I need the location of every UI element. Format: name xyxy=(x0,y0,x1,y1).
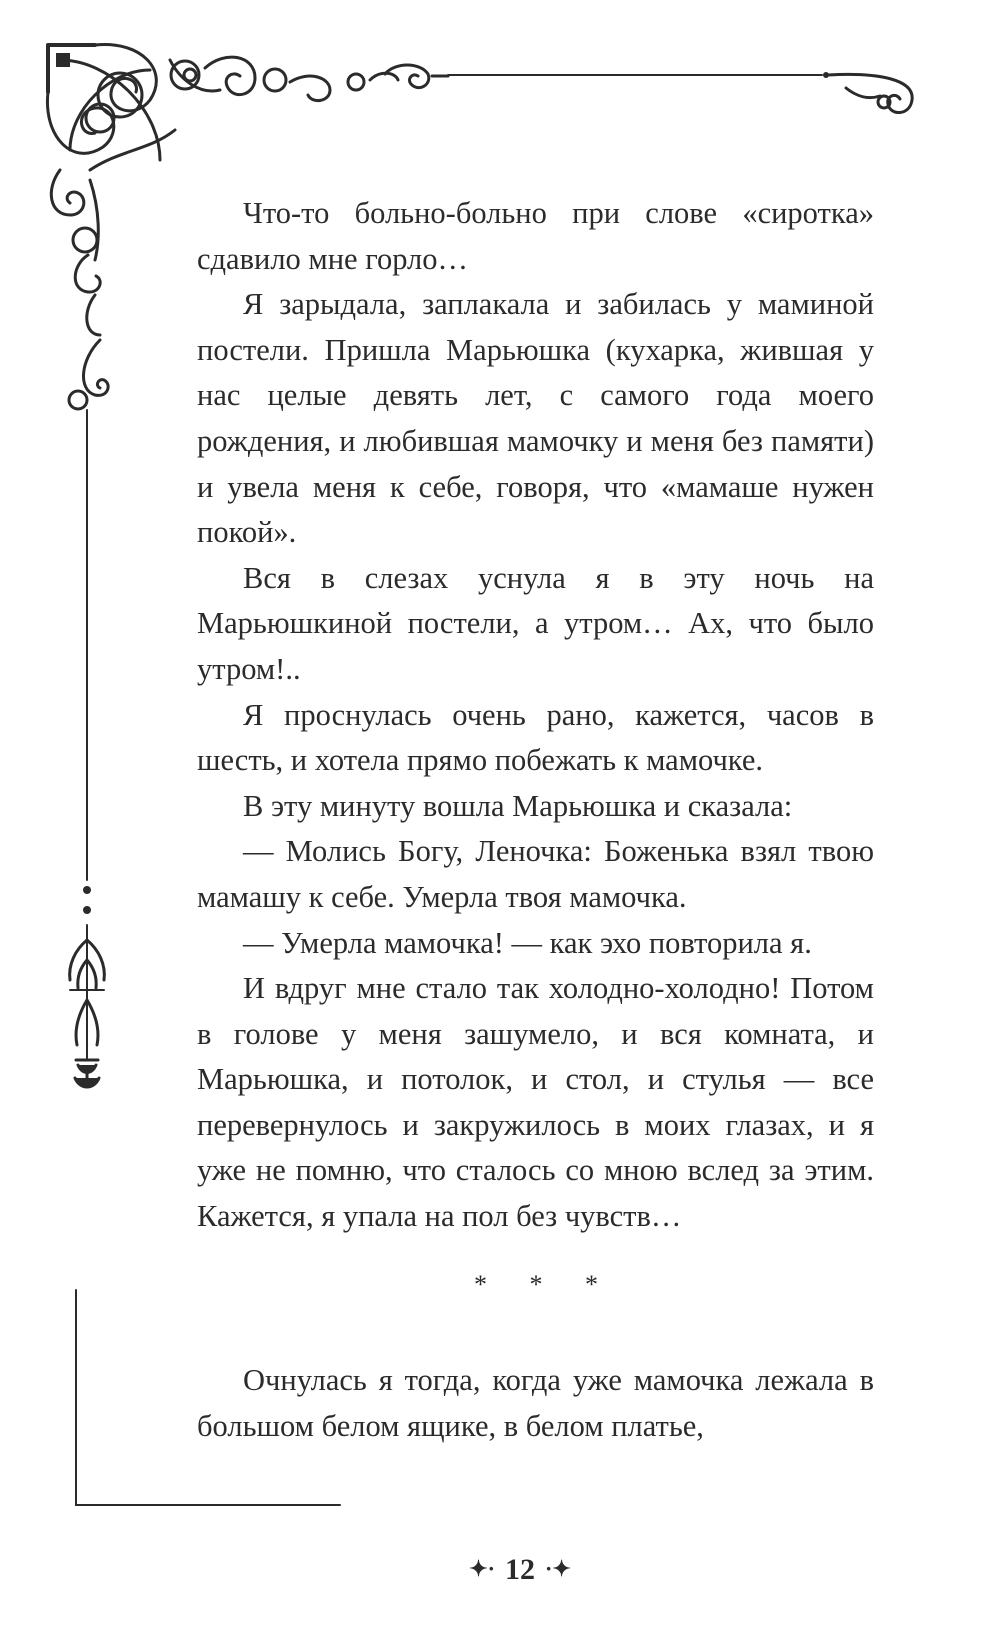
paragraph: Очнулась я тогда, когда уже мамочка лежала в большом белом ящике, в белом платье, xyxy=(197,1363,874,1443)
paragraph: В эту минуту вошла Марьюшка и сказала: xyxy=(243,788,793,823)
fleuron-right-icon: ·✦ xyxy=(545,1556,571,1581)
fleuron-left-icon: ✦· xyxy=(469,1556,495,1581)
main-text xyxy=(197,191,874,1240)
page-number: 12 xyxy=(505,1553,535,1586)
paragraph: Я проснулась очень рано, кажется, часов в шесть, и хотела прямо побежать к мамочке. xyxy=(197,697,874,778)
paragraph: — Умерла мамочка! — как эхо повторила я. xyxy=(243,925,812,960)
paragraph: И вдруг мне стало так холодно-холодно! Потом в голове у меня зашумело, и вся комната, и Марьюшка, и потолок, и стол, и стулья — все перевернулось и закружилось в моих глазах, и я уже не помню, что сталось со мною вслед за этим. Кажется, я упала на пол без чувств… xyxy=(197,971,874,1234)
continuation-text xyxy=(197,1358,874,1449)
page-number-block xyxy=(440,1553,600,1587)
paragraph: Я зарыдала, заплакала и забилась у маминой постели. Пришла Марьюшка (кухарка, жившая у нас целые девять лет, с самого года моего рождения, и любившая мамочку и меня без памяти) и увела меня к себе, говоря, что «мамаше нужен покой». xyxy=(197,287,874,550)
paragraph: Вся в слезах уснула я в эту ночь на Марьюшкиной постели, а утром… Ах, что было утром!.. xyxy=(197,560,874,686)
section-separator: * * * xyxy=(474,1270,616,1299)
paragraph: Что-то больно-больно при слове «сиротка» сдавило мне горло… xyxy=(197,196,874,276)
paragraph: — Молись Богу, Леночка: Боженька взял твою мамашу к себе. Умерла твоя мамочка. xyxy=(197,834,874,914)
